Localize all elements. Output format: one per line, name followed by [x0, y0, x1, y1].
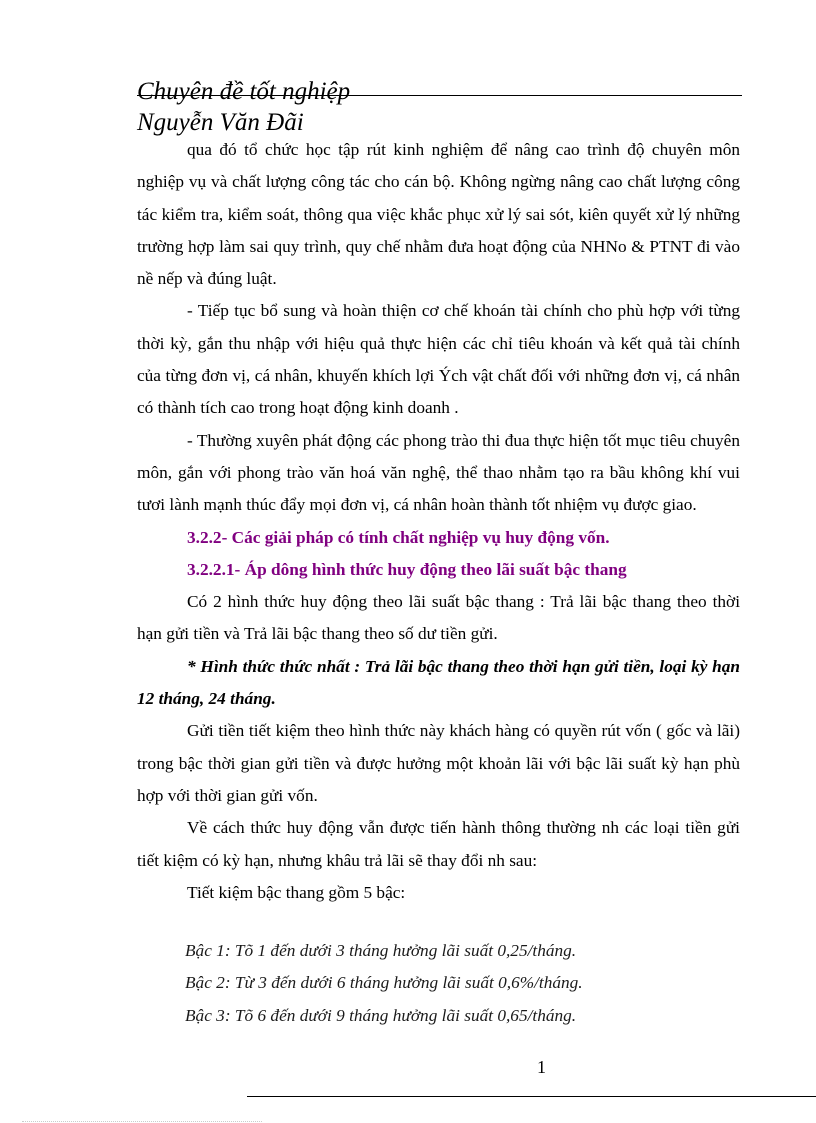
paragraph-continuation: qua đó tổ chức học tập rút kinh nghiệm để nâng cao trình độ chuyên môn nghiệp vụ và chất lượng công tác cho cán bộ. Không ngừng nâng cao chất lượng công tác kiểm tra, kiểm soát, thông qua việc khắc phục xử lý sai sót, kiên quyết xử lý những trường hợp làm sai quy trình, quy chế nhằm đưa hoạt động của NHNo & PTNT đi vào nề nếp và đúng luật.	[137, 140, 740, 289]
page-edge-dotted-rule	[22, 1121, 262, 1122]
paragraph-financial-mechanism: - Tiếp tục bổ sung và hoàn thiện cơ chế khoán tài chính cho phù hợp với từng thời kỳ, gắn thu nhập với hiệu quả thực hiện các chỉ tiêu khoán và kết quả tài chính của từng đơn vị, cá nhân, khuyến khích lợi Ých vật chất đối với những đơn vị, cá nhân có thành tích cao trong hoạt động kinh doanh .	[137, 301, 740, 418]
section-heading-3-2-2-1: 3.2.2.1- Áp dông hình thức huy động theo lãi suất bậc thang	[187, 559, 627, 579]
paragraph-five-steps: Tiết kiệm bậc thang gồm 5 bậc:	[187, 882, 406, 902]
paragraph-mobilization-method: Về cách thức huy động vẫn được tiến hành thông thường nh các loại tiền gửi tiết kiệm có kỳ hạn, nhưng khâu trả lãi sẽ thay đổi nh sau:	[137, 818, 740, 870]
body-text	[137, 134, 740, 1032]
paragraph-savings-deposit: Gửi tiền tiết kiệm theo hình thức này khách hàng có quyền rút vốn ( gốc và lãi) trong bậc thời gian gửi tiền và được hưởng một khoản lãi với bậc lãi suất kỳ hạn phù hợp với thời gian gửi vốn.	[137, 721, 740, 805]
section-heading-3-2-2: 3.2.2- Các giải pháp có tính chất nghiệp vụ huy động vốn.	[187, 527, 610, 547]
paragraph-first-form: * Hình thức thức nhất : Trả lãi bậc thang theo thời hạn gửi tiền, loại kỳ hạn 12 tháng, 24 tháng.	[137, 656, 740, 709]
document-title: Chuyên đề tốt nghiệp	[137, 78, 351, 105]
step-item: Bậc 1: Tõ 1 đến dưới 3 tháng hưởng lãi suất 0,25/tháng.	[185, 941, 577, 961]
paragraph-emulation-movement: - Thường xuyên phát động các phong trào thi đua thực hiện tốt mục tiêu chuyên môn, gắn với phong trào văn hoá văn nghệ, thể thao nhằm tạo ra bầu không khí vui tươi lành mạnh thúc đẩy mọi đơn vị, cá nhân hoàn thành tốt nhiệm vụ được giao.	[137, 430, 740, 515]
blank-line	[137, 909, 740, 935]
step-item: Bậc 2: Từ 3 đến dưới 6 tháng hưởng lãi suất 0,6%/tháng.	[185, 973, 583, 993]
author-name: Nguyễn Văn Đãi	[137, 109, 304, 136]
step-list	[137, 935, 740, 1032]
paragraph-two-forms: Có 2 hình thức huy động theo lãi suất bậc thang : Trả lãi bậc thang theo thời hạn gửi tiền và Trả lãi bậc thang theo số dư tiền gửi.	[137, 592, 740, 644]
page-number: 1	[537, 1057, 546, 1077]
step-item: Bậc 3: Tõ 6 đến dưới 9 tháng hưởng lãi suất 0,65/tháng.	[185, 1005, 577, 1025]
footer-rule	[247, 1096, 816, 1097]
